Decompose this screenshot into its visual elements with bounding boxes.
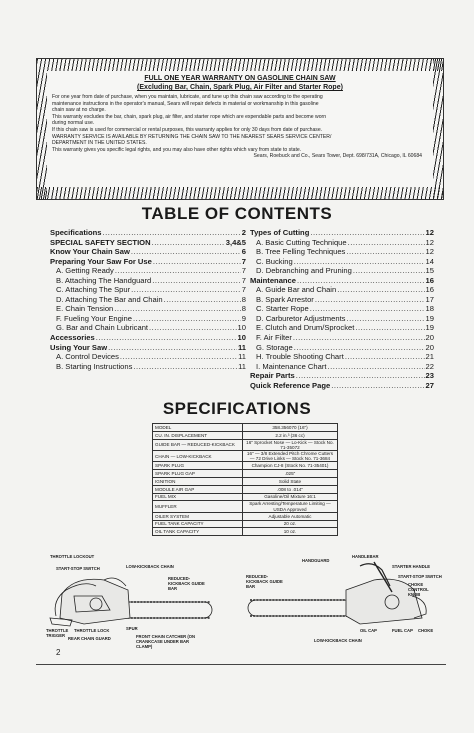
spec-key: OILER SYSTEM [153,512,243,520]
toc-entry [50,304,246,314]
toc-leader-dots [133,314,241,324]
toc-leader-dots [328,362,425,372]
label-throttle-lockout: THROTTLE LOCKOUT [50,554,95,559]
spec-row [153,470,338,478]
toc-leader-dots [294,257,425,267]
toc-leader-dots [296,371,425,381]
toc-entry-page: 16 [425,285,434,295]
toc-entry [50,323,246,333]
toc-entry [50,266,246,276]
toc-leader-dots [108,343,237,353]
toc-entry-page: 27 [425,380,434,390]
toc-leader-dots [337,285,424,295]
spec-key: MUFFLER [153,501,243,512]
label-start-stop-switch: START-STOP SWITCH [398,574,442,579]
toc-entry-page: 17 [425,294,434,304]
toc-entry [250,343,434,353]
chain-saw-diagram-left [44,554,234,649]
toc-leader-dots [153,257,241,267]
toc-entry [250,304,434,314]
toc-entry [50,228,246,238]
hatch-border-bottom [37,187,443,199]
label-reduced-kickback-guide-bar: REDUCED-KICKBACK GUIDE BAR [246,574,283,589]
toc-entry-label: D. Debranching and Pruning [256,266,352,276]
toc-entry [50,314,246,324]
label-reduced-kickback-guide-bar: REDUCED-KICKBACK GUIDE BAR [168,576,205,591]
toc-entry-page: 7 [241,266,246,276]
spec-row [153,512,338,520]
toc-entry [250,228,434,238]
toc-entry-label: A. Control Devices [56,352,119,362]
toc-entry-page: 2 [241,228,246,237]
toc-entry-page: 7 [241,285,246,295]
toc-entry-label: B. Attaching The Handguard [56,275,152,285]
spec-value: .025" [243,470,338,478]
toc-leader-dots [346,247,424,257]
toc-entry-page: 7 [241,275,246,285]
label-low-kickback-chain: LOW-KICKBACK CHAIN [126,564,174,569]
toc-entry-label: G. Bar and Chain Lubricant [56,323,149,333]
toc-entry-page: 12 [425,237,434,247]
toc-entry-label: Using Your Saw [50,342,108,352]
toc-entry-label: B. Tree Felling Techniques [256,247,346,257]
toc-entry [250,323,434,333]
toc-entry-page: 10 [237,323,246,333]
toc-entry [250,295,434,305]
toc-leader-dots [149,323,237,333]
toc-entry-page: 18 [425,304,434,314]
toc-leader-dots [152,276,240,286]
toc-leader-dots [310,228,424,238]
toc-entry [250,371,434,381]
toc-entry [250,257,434,267]
page-number: 2 [56,648,61,657]
toc-leader-dots [133,362,237,372]
toc-entry-page: 22 [425,361,434,371]
spec-value: 358.356070 (16") [243,424,338,432]
toc-entry-label: Accessories [50,333,95,343]
toc-entry-page: 16 [425,275,434,285]
toc-leader-dots [345,352,425,362]
toc-leader-dots [348,238,425,248]
toc-entry [50,238,246,248]
warranty-line: maintenance instructions in the operator's manual, Sears will repair defects in material or workmanship in this gasoline [52,100,319,107]
warranty-line: chain saw at no charge. [52,107,106,114]
spec-value: 16" — 3/8 Extended Pitch Chrome Cutters — 72 Drive Links — Stock No. 71-3684 [243,451,338,462]
toc-leader-dots [331,381,424,391]
toc-leader-dots [131,285,241,295]
toc-entry-label: Know Your Chain Saw [50,247,130,257]
toc-leader-dots [346,314,424,324]
toc-entry-label: A. Guide Bar and Chain [256,285,337,295]
spec-value: Champion CJ-8 (Stock No. 71-35401) [243,462,338,470]
label-starter-handle: STARTER HANDLE [392,564,431,569]
toc-entry-label: F. Air Filter [256,333,292,343]
toc-entry-page: 20 [425,333,434,343]
toc-entry-label: A. Basic Cutting Technique [256,237,347,247]
toc-entry-page: 6 [241,247,246,257]
toc-entry-label: I. Maintenance Chart [256,361,327,371]
spec-row [153,493,338,501]
toc-entry [50,276,246,286]
toc-entry-label: Maintenance [250,275,296,285]
spec-row [153,431,338,439]
spec-key: OIL TANK CAPACITY [153,528,243,536]
toc-entry-page: 9 [241,313,246,323]
warranty-line: For one year from date of purchase, when you maintain, lubricate, and tune up this chain saw according to the operating [52,94,323,100]
toc-entry-label: SPECIAL SAFETY SECTION [50,237,151,247]
toc-leader-dots [355,323,424,333]
toc-entry [250,238,434,248]
toc-leader-dots [96,333,237,343]
label-throttle-trigger: THROTTLE TRIGGER [46,628,69,638]
toc-leader-dots [114,304,240,314]
hatch-border-top [37,59,443,71]
spec-key: SPARK PLUG GAP [153,470,243,478]
warranty-box [36,58,444,200]
toc-entry-label: D. Carburetor Adjustments [256,313,346,323]
spec-value: Adjustable Automatic [243,512,338,520]
spec-value: .008 to .014" [243,485,338,493]
label-low-kickback-chain: LOW-KICKBACK CHAIN [314,638,362,643]
guide-bar-outline [248,600,352,616]
toc-leader-dots [120,352,237,362]
toc-entry-page: 15 [425,266,434,276]
toc-entry-page: 19 [425,323,434,333]
warranty-signature: Sears, Roebuck and Co., Sears Tower, Dept. 698/731A, Chicago, IL 60684 [253,153,422,160]
toc-entry [250,352,434,362]
toc-leader-dots [131,247,241,257]
spec-value: 16" Sprocket Nose — Lo-Kick — Stock No. 71-35072 [243,439,338,450]
toc-entry [50,333,246,343]
spec-value: Solid State [243,478,338,486]
toc-entry [250,362,434,372]
label-rear-chain-guard: REAR CHAIN GUARD [68,636,111,641]
toc-leader-dots [294,343,425,353]
guide-bar-outline [116,602,212,618]
toc-entry-page: 8 [241,304,246,314]
label-throttle-lock: THROTTLE LOCK [74,628,110,633]
warranty-line: WARRANTY SERVICE IS AVAILABLE BY RETURNING THE CHAIN SAW TO THE NEAREST SEARS SERVICE CENTER/ [52,133,332,140]
label-handlebar: HANDLEBAR [352,554,379,559]
toc-leader-dots [102,228,240,238]
warranty-content [49,73,431,186]
toc-entry-label: G. Storage [256,342,293,352]
toc-entry-label: Repair Parts [250,371,295,381]
toc-entry-page: 10 [237,333,246,343]
spec-key: CU. IN. DISPLACEMENT [153,431,243,439]
chain-saw-diagram-right [242,554,442,646]
warranty-line: during normal use. [52,120,95,127]
hatch-border-right [433,59,443,199]
toc-entry-label: C. Starter Rope [256,304,309,314]
spec-key: FUEL MIX [153,493,243,501]
toc-entry [50,352,246,362]
toc-entry-label: Preparing Your Saw For Use [50,256,152,266]
bottom-rule [36,664,446,665]
toc-entry-label: D. Attaching The Bar and Chain [56,294,163,304]
label-fuel-cap: FUEL CAP [392,628,413,633]
toc-entry-page: 21 [425,352,434,362]
label-choke: CHOKE [418,628,434,633]
spec-value: Spark Arresting/Temperature Limiting — USDA Approved [243,501,338,512]
toc-leader-dots [297,276,425,286]
spec-value: 2.2 in.³ (36 cc) [243,431,338,439]
toc-entry [50,285,246,295]
toc-entry-page: 12 [425,228,434,237]
toc-leader-dots [152,238,225,248]
spec-row [153,439,338,450]
toc-entry-label: Types of Cutting [250,228,310,237]
toc-entry-page: 20 [425,342,434,352]
label-choke-control-knob: CHOKE CONTROL KNOB [408,582,429,597]
spec-row [153,424,338,432]
spec-key: FUEL TANK CAPACITY [153,520,243,528]
toc-entry-label: B. Spark Arrestor [256,294,314,304]
label-oil-cap: OIL CAP [360,628,377,633]
spec-row [153,520,338,528]
toc-entry [250,314,434,324]
toc-entry-label: Specifications [50,228,102,237]
toc-entry-page: 8 [241,294,246,304]
toc-entry-page: 11 [238,352,246,362]
toc-entry-page: 19 [425,313,434,323]
spec-value: 20 oz. [243,520,338,528]
toc-entry [50,257,246,267]
toc-entry-page: 14 [425,256,434,266]
toc-entry [250,381,434,391]
spec-row [153,501,338,512]
warranty-line: This warranty gives you specific legal rights, and you may also have other rights which vary from state to state. [52,146,302,153]
spec-key: MODEL [153,424,243,432]
warranty-line: If this chain saw is used for commercial or rental purposes, this warranty applies for only 30 days from date of purchase. [52,126,323,133]
toc-title: TABLE OF CONTENTS [141,204,333,223]
warranty-subtitle: (Excluding Bar, Chain, Spark Plug, Air Filter and Starter Rope) [137,84,343,91]
spec-row [153,451,338,462]
toc-leader-dots [164,295,241,305]
toc-entry [50,343,246,353]
label-start-stop-switch: START-STOP SWITCH [56,566,100,571]
spec-key: MODULE AIR GAP [153,485,243,493]
toc-entry-page: 7 [241,256,246,266]
label-spur: SPUR [126,626,138,631]
specifications-table [152,423,338,536]
label-handguard: HANDGUARD [302,558,330,563]
toc-entry-label: E. Clutch and Drum/Sprocket [256,323,355,333]
toc-entry-label: B. Starting Instructions [56,361,133,371]
toc-entry-page: 12 [425,247,434,257]
toc-entry-page: 3,4&5 [225,237,246,247]
spec-key: SPARK PLUG [153,462,243,470]
toc-entry-label: C. Bucking [256,256,293,266]
hatch-border-left [37,59,47,199]
toc-entry-page: 23 [425,371,434,381]
spec-row [153,478,338,486]
toc-entry-page: 11 [238,361,246,371]
toc-entry-label: A. Getting Ready [56,266,114,276]
label-front-chain-catcher: FRONT CHAIN CATCHER (ON CRANKCASE UNDER BAR CLAMP) [136,634,196,649]
spec-key: GUIDE BAR — REDUCED-KICKBACK [153,439,243,450]
toc-entry [250,266,434,276]
spec-row [153,528,338,536]
toc-entry-label: F. Fueling Your Engine [56,313,132,323]
toc-right-column [250,228,434,390]
toc-entry [50,362,246,372]
warranty-line: This warranty excludes the bar, chain, spark plug, air filter, and starter rope which are expendable parts and become worn [52,113,327,120]
toc-leader-dots [310,304,425,314]
toc-leader-dots [315,295,425,305]
spec-row [153,485,338,493]
spec-value: 10 oz. [243,528,338,536]
toc-entry-label: E. Chain Tension [56,304,114,314]
toc-entry [50,247,246,257]
toc-entry-label: H. Trouble Shooting Chart [256,352,344,362]
toc-left-column [50,228,246,371]
toc-leader-dots [353,266,425,276]
spec-key: IGNITION [153,478,243,486]
spec-row [153,462,338,470]
toc-leader-dots [115,266,241,276]
toc-entry-label: Quick Reference Page [250,380,331,390]
toc-entry-page: 11 [237,342,246,352]
specifications-title: SPECIFICATIONS [162,399,312,418]
toc-leader-dots [293,333,425,343]
toc-entry [50,295,246,305]
warranty-title: FULL ONE YEAR WARRANTY ON GASOLINE CHAIN SAW [144,75,336,82]
toc-entry [250,285,434,295]
spec-value: Gasoline/Oil Mixture 16:1 [243,493,338,501]
toc-entry [250,276,434,286]
toc-entry [250,333,434,343]
warranty-line: DEPARTMENT IN THE UNITED STATES. [52,140,147,147]
toc-entry-label: C. Attaching The Spur [56,285,131,295]
toc-entry [250,247,434,257]
spec-key: CHAIN — LOW-KICKBACK [153,451,243,462]
